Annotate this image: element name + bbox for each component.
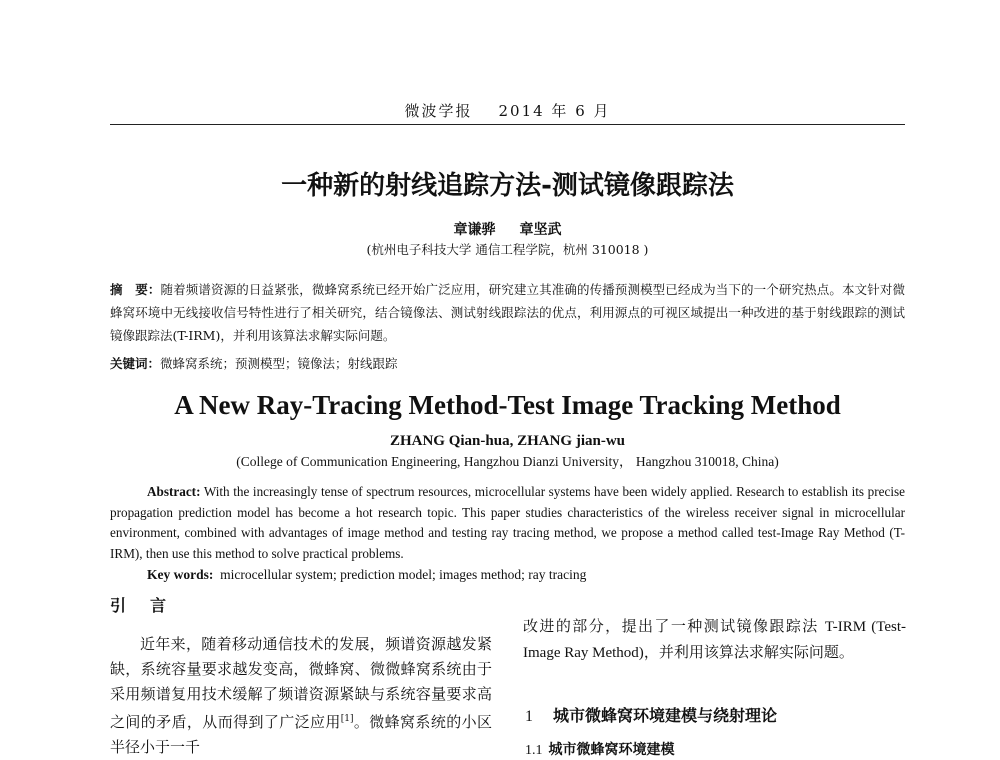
intro-left-text: 近年来，随着移动通信技术的发展，频谱资源越发紧缺，系统容量要求越发变高，微蜂窝、微微蜂窝系统由于采用频谱复用技术缓解了频谱资源紧缺与系统容量要求高之间的矛盾，从而得到了广泛应用 xyxy=(110,635,492,731)
intro-paragraph-left xyxy=(110,632,492,760)
author-2: 章坚武 xyxy=(519,222,562,238)
section-heading-1-1 xyxy=(525,741,675,760)
keywords-english xyxy=(147,566,907,584)
title-english: A New Ray-Tracing Method-Test Image Tracking Method xyxy=(174,390,841,420)
intro-right-text-1: 改进的部分，提出了一种测试镜像跟踪法 xyxy=(523,617,825,635)
section-1-number: 1 xyxy=(525,708,533,725)
section-heading-intro xyxy=(110,596,166,616)
affiliation-english: (College of Communication Engineering, Hangzhou Dianzi University， Hangzhou 310018, China) xyxy=(236,454,779,469)
running-header xyxy=(110,102,905,120)
keywords-cn-label: 关键词： xyxy=(110,356,161,371)
abstract-en-text: With the increasingly tense of spectrum resources, microcellular systems have been widely applied. Research to establish its precise propagation prediction model has become a hot research topic. This paper studies characteristics of the wireless receiver signal in microcellular environment, combined with advantages of image method and testing ray tracing method, we propose a method called test-Image Ray Method (T-IRM), then use this method to solve practical problems. xyxy=(110,484,905,561)
keywords-chinese xyxy=(110,355,905,373)
intro-paragraph-right xyxy=(523,614,906,666)
intro-left-tail: 。微蜂窝系统的小区半径小于一千 xyxy=(110,713,492,756)
intro-heading-char-2: 言 xyxy=(150,596,167,615)
journal-name: 微波学报 xyxy=(404,102,473,120)
keywords-en-label: Key words: xyxy=(147,567,214,582)
authors-english: ZHANG Qian-hua, ZHANG jian-wu xyxy=(389,433,626,449)
abstract-en-label: Abstract: xyxy=(147,484,201,499)
section-1-title: 城市微蜂窝环境建模与绕射理论 xyxy=(553,706,778,725)
section-1-1-title: 城市微蜂窝环境建模 xyxy=(548,742,675,758)
keywords-cn-text: 微蜂窝系统；预测模型；镜像法；射线跟踪 xyxy=(160,356,398,371)
affiliation-chinese: (杭州电子科技大学 通信工程学院，杭州 310018 ) xyxy=(366,242,649,257)
issue-date: 2014 年 6 月 xyxy=(498,102,611,120)
abstract-cn-text: 随着频谱资源的日益紧张，微蜂窝系统已经开始广泛应用，研究建立其准确的传播预测模型已经成为当下的一个研究热点。本文针对微蜂窝环境中无线接收信号特性进行了相关研究，结合镜像法、测试射线跟踪法的优点，利用源点的可视区域提出一种改进的基于射线跟踪的测试镜像跟踪法(T-IRM)，并利用该算法求解实际问题。 xyxy=(110,282,905,343)
intro-right-method-name: T-IRM (Test-Image Ray Method) xyxy=(523,619,906,661)
authors-chinese xyxy=(110,221,905,239)
author-1: 章谦骅 xyxy=(453,222,496,238)
abstract-english xyxy=(110,482,905,564)
intro-right-text-2: ，并利用该算法求解实际问题。 xyxy=(643,643,854,661)
title-chinese: 一种新的射线追踪方法-测试镜像跟踪法 xyxy=(281,171,734,201)
header-rule xyxy=(110,124,905,125)
keywords-en-text: microcellular system; prediction model; images method; ray tracing xyxy=(220,567,587,582)
abstract-chinese xyxy=(110,278,905,347)
intro-heading-char-1: 引 xyxy=(110,596,127,615)
citation-ref: [1] xyxy=(340,714,354,724)
section-heading-1 xyxy=(525,706,777,727)
abstract-cn-label: 摘 要： xyxy=(110,282,161,297)
section-1-1-number: 1.1 xyxy=(525,743,543,758)
